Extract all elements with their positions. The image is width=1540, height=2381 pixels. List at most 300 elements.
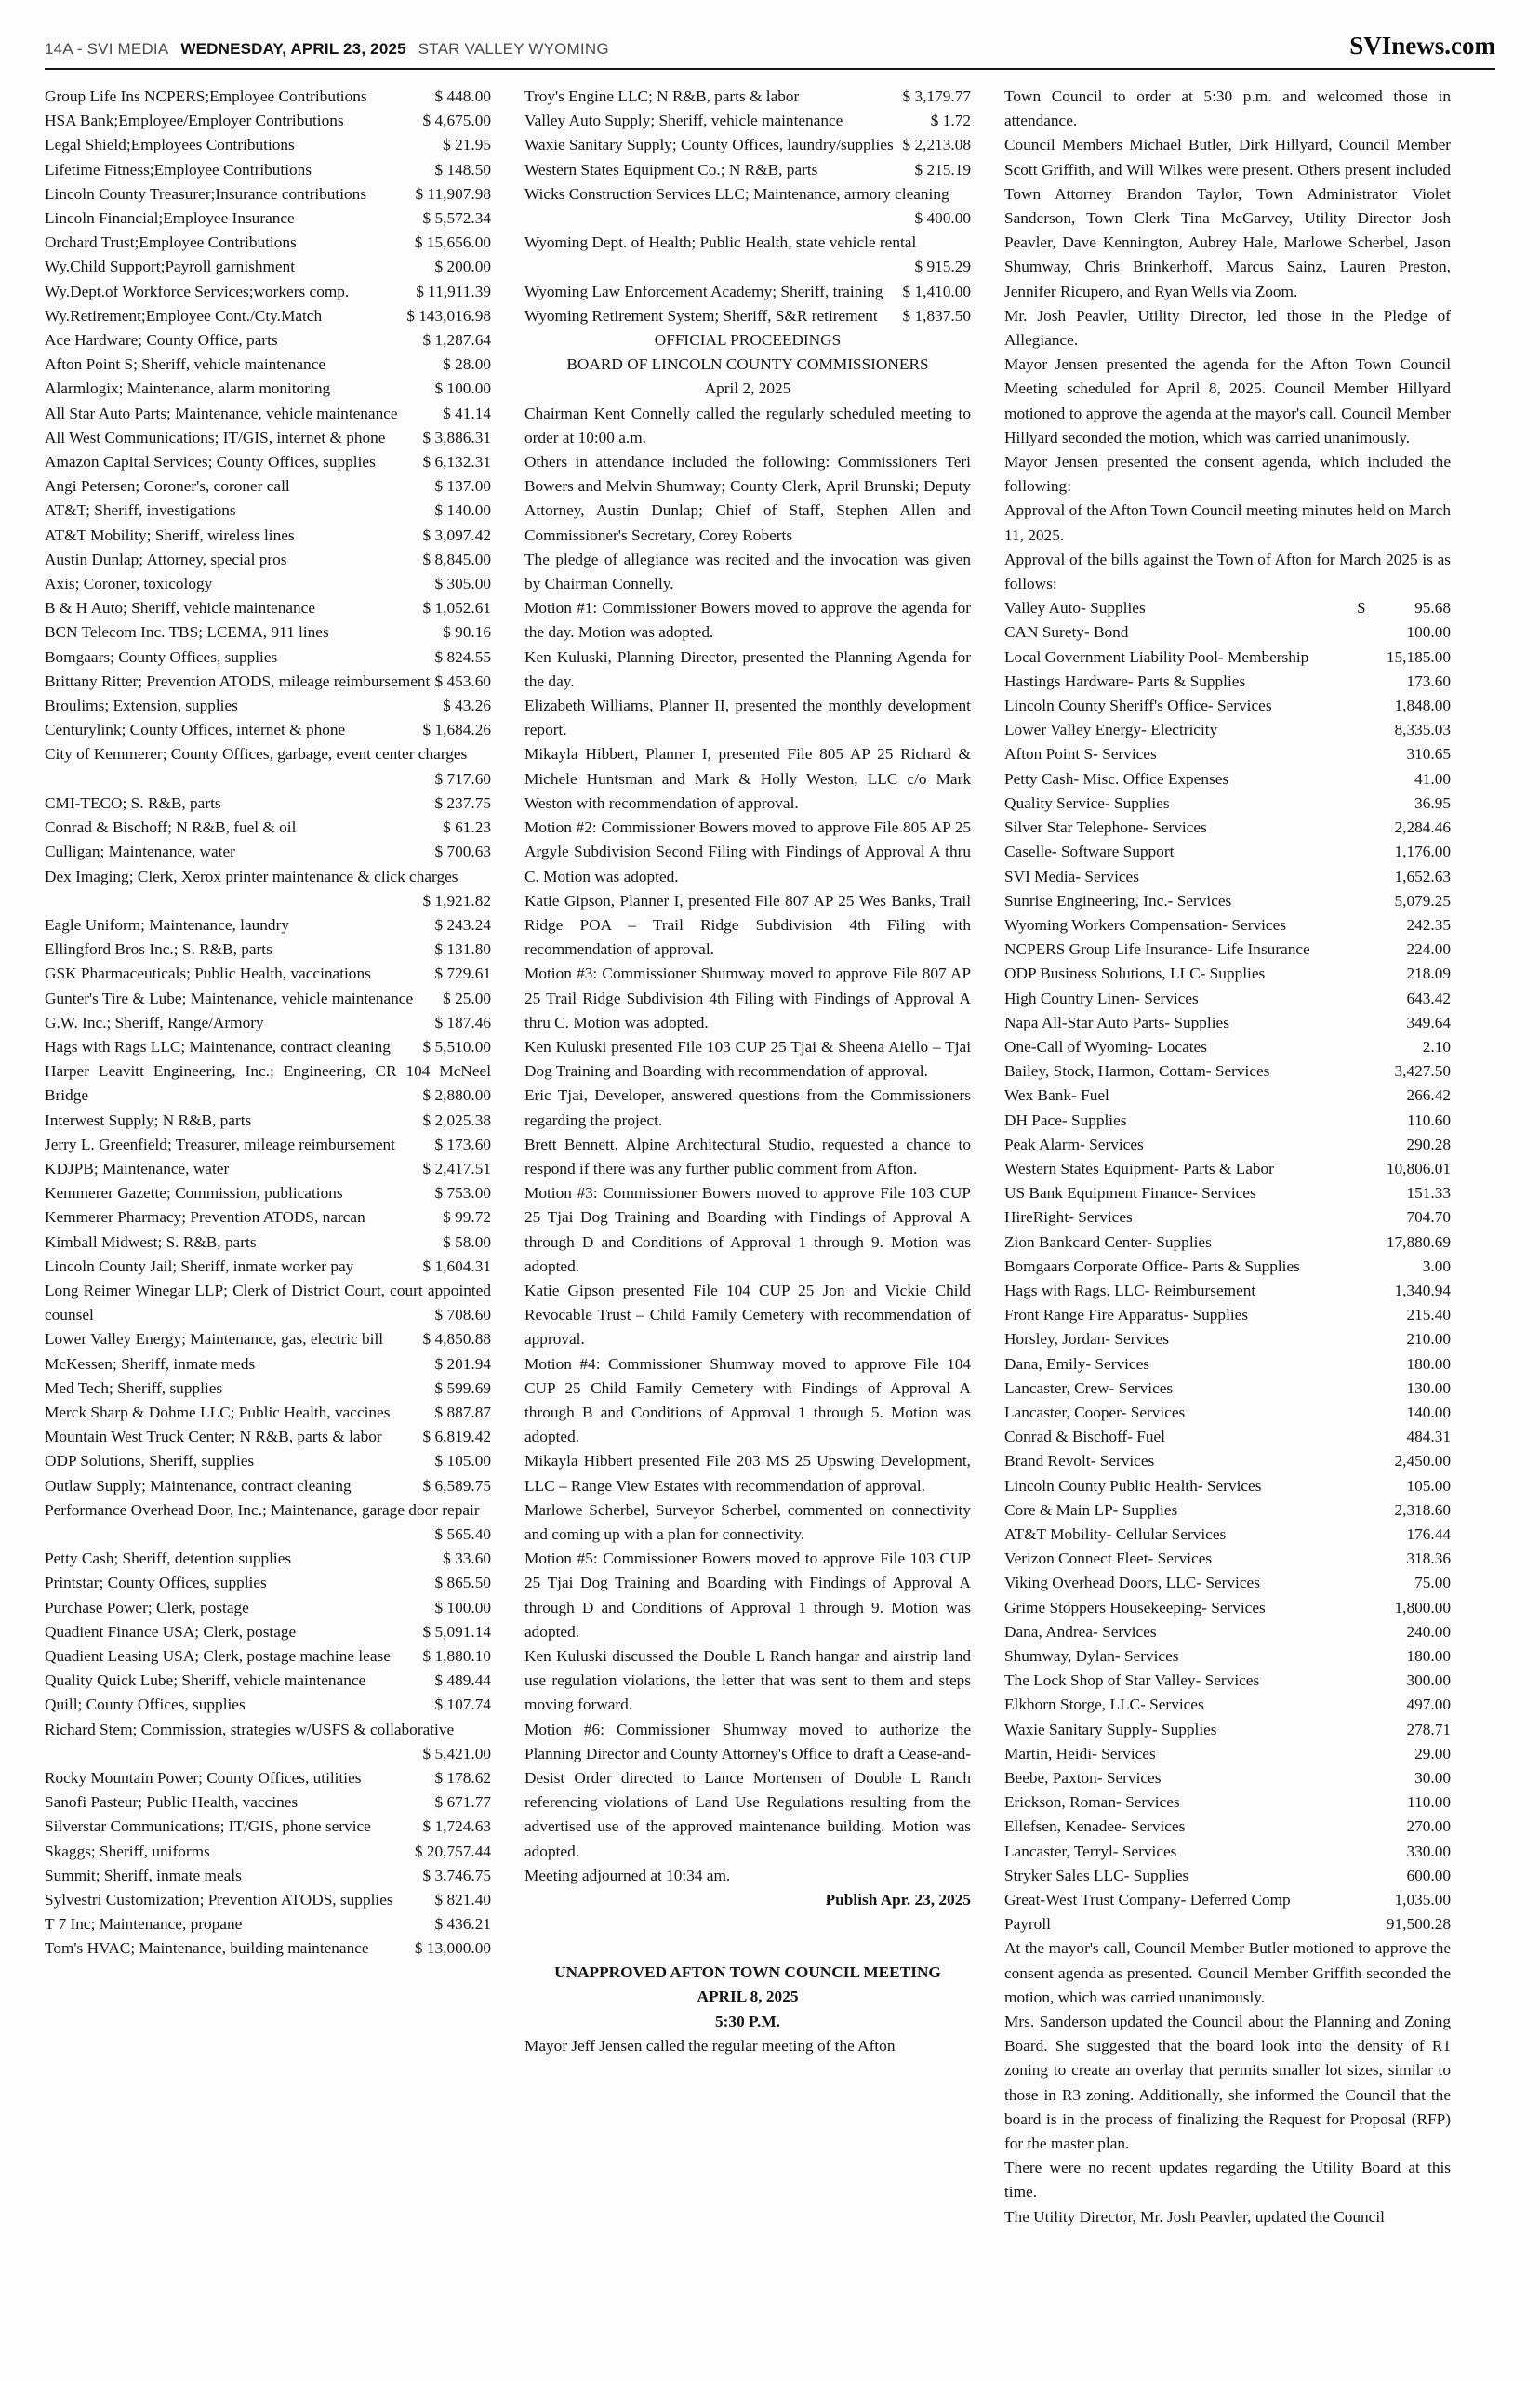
bill-amount: 29.00 [1414, 1744, 1451, 1762]
payment-description: Austin Dunlap; Attorney, special pros [45, 550, 287, 568]
payment-description: Tom's HVAC; Maintenance, building maintenance [45, 1939, 369, 1958]
payment-description: Gunter's Tire & Lube; Maintenance, vehicle maintenance [45, 989, 414, 1007]
publish-date-line: Publish Apr. 23, 2025 [825, 1891, 971, 1909]
article-paragraph: Others in attendance included the following: Commissioners Teri Bowers and Melvin Shumway; County Clerk, April Brunski; Deputy Attorney, Austin Dunlap; Chief of Staff, Stephen Allen and Commissioner's Secretary, Corey Roberts [524, 453, 971, 544]
bill-amount: 173.60 [1406, 672, 1451, 690]
payment-amount: $ 5,510.00 [422, 1037, 491, 1056]
bill-row [1004, 1425, 1451, 1449]
bill-amount: 91,500.28 [1386, 1915, 1451, 1934]
bill-payee: ODP Business Solutions, LLC- Supplies [1004, 964, 1266, 983]
bill-amount: 2,284.46 [1394, 818, 1451, 837]
masthead [45, 32, 1495, 60]
bill-row [1004, 1742, 1451, 1766]
bill-row [1004, 1620, 1451, 1644]
payment-amount: $ 43.26 [443, 697, 491, 715]
bill-row [1004, 1303, 1451, 1327]
payment-amount: $ 20,757.44 [414, 1842, 491, 1860]
payment-amount: $ 137.00 [434, 477, 491, 496]
payment-entry [524, 85, 971, 109]
payment-entry [45, 596, 491, 620]
bill-row [1004, 1912, 1451, 1936]
payment-amount: $ 865.50 [434, 1574, 491, 1592]
payment-description: Angi Petersen; Coroner's, coroner call [45, 477, 290, 496]
bill-payee: Lincoln County Public Health- Services [1004, 1476, 1262, 1495]
payment-amount: $ 140.00 [434, 501, 491, 520]
bill-payee: Western States Equipment- Parts & Labor [1004, 1159, 1274, 1177]
column-2 [524, 85, 971, 2229]
bill-payee: One-Call of Wyoming- Locates [1004, 1037, 1207, 1056]
proceedings-heading-line1: OFFICIAL PROCEEDINGS [654, 331, 842, 350]
payment-entry [45, 816, 491, 840]
payment-description: McKessen; Sheriff, inmate meds [45, 1354, 256, 1373]
bill-payee: Martin, Heidi- Services [1004, 1744, 1156, 1762]
bill-payee: Wyoming Workers Compensation- Services [1004, 915, 1286, 934]
bill-payee: The Lock Shop of Star Valley- Services [1004, 1671, 1260, 1690]
bill-row [1004, 1596, 1451, 1620]
bill-amount: 1,652.63 [1394, 867, 1451, 885]
payment-entry [45, 1718, 491, 1766]
afton-meeting-heading-line1: UNAPPROVED AFTON TOWN COUNCIL MEETING [554, 1963, 941, 1982]
payment-entry [45, 1474, 491, 1498]
article-paragraph: Katie Gipson, Planner I, presented File 807 AP 25 Wes Banks, Trail Ridge POA – Trail Ridge Subdivision 4th Filing with recommendation of approval. [524, 891, 971, 959]
bill-row [1004, 840, 1451, 864]
bill-row [1004, 816, 1451, 840]
bill-amount: 290.28 [1406, 1135, 1451, 1153]
payment-amount: $ 599.69 [434, 1378, 491, 1397]
bill-row [1004, 1840, 1451, 1864]
payment-amount: $ 5,091.14 [422, 1622, 491, 1641]
bill-payee: Waxie Sanitary Supply- Supplies [1004, 1720, 1217, 1738]
payment-entry [45, 1571, 491, 1595]
article-paragraph: Motion #3: Commissioner Shumway moved to approve File 807 AP 25 Trail Ridge Subdivision 4th Filing with Findings of Approval A thru C. Motion was adopted. [524, 964, 971, 1031]
bill-row [1004, 1157, 1451, 1181]
article-paragraph: Chairman Kent Connelly called the regularly scheduled meeting to order at 10:00 a.m. [524, 404, 971, 446]
payment-amount: $ 200.00 [434, 258, 491, 276]
bill-amount: 95.68 [1414, 599, 1451, 618]
payment-amount: $ 821.40 [434, 1891, 491, 1909]
payment-amount: $ 3,097.42 [422, 525, 491, 544]
payment-description: Ace Hardware; County Office, parts [45, 331, 278, 350]
bill-amount: 17,880.69 [1386, 1232, 1451, 1251]
bill-amount: 3,427.50 [1394, 1062, 1451, 1081]
payment-description: Kemmerer Pharmacy; Prevention ATODS, narcan [45, 1208, 365, 1227]
payment-description: Printstar; County Offices, supplies [45, 1574, 267, 1592]
payment-amount: $ 15,656.00 [414, 233, 491, 252]
article-paragraph: Motion #6: Commissioner Shumway moved to authorize the Planning Director and County Attorney's Office to draft a Cease-and-Desist Order directed to Lance Mortensen of Double L Ranch referencing violations of Land Use Regulations resulting from the advertised use of the approved maintenance building. Motion was adopted. [524, 1720, 971, 1860]
payment-description: Wyoming Dept. of Health; Public Health, state vehicle rental [524, 233, 917, 252]
payment-entry [45, 1425, 491, 1449]
article-paragraph: Mikayla Hibbert, Planner I, presented File 805 AP 25 Richard & Michele Huntsman and Mark & Holly Weston, LLC c/o Mark Weston with recommendation of approval. [524, 745, 971, 812]
payment-description: Silverstar Communications; IT/GIS, phone service [45, 1817, 371, 1836]
payment-amount: $ 25.00 [443, 989, 491, 1007]
bill-amount: 3.00 [1422, 1257, 1451, 1275]
payment-amount: $ 489.44 [434, 1671, 491, 1690]
payment-amount: $ 436.21 [434, 1915, 491, 1934]
bill-amount: 318.36 [1406, 1550, 1451, 1568]
payment-amount: $ 215.19 [914, 160, 971, 179]
payment-entry [45, 645, 491, 670]
payment-amount: $ 3,179.77 [902, 87, 971, 105]
payment-entry [45, 1011, 491, 1035]
bill-row [1004, 1864, 1451, 1888]
bill-amount: 1,035.00 [1394, 1891, 1451, 1909]
payment-entry [45, 1669, 491, 1693]
bill-row [1004, 1181, 1451, 1205]
article-paragraph: Meeting adjourned at 10:34 am. [524, 1866, 731, 1884]
bill-row [1004, 913, 1451, 938]
bill-payee: Beebe, Paxton- Services [1004, 1769, 1162, 1788]
bill-row [1004, 1523, 1451, 1547]
bill-payee: Great-West Trust Company- Deferred Comp [1004, 1891, 1291, 1909]
article-columns [45, 85, 1495, 2229]
payment-description: Hags with Rags LLC; Maintenance, contract cleaning [45, 1037, 391, 1056]
payment-description: Quadient Finance USA; Clerk, postage [45, 1622, 297, 1641]
payment-entry [45, 962, 491, 986]
payment-entry [524, 304, 971, 328]
article-paragraph: Mayor Jensen presented the agenda for the Afton Town Council Meeting scheduled for April 8, 2025. Council Member Hillyard motioned to approve the agenda at the mayor's call. Council Member Hillyard seconded the motion, which was carried unanimously. [1004, 355, 1451, 446]
payment-description: Merck Sharp & Dohme LLC; Public Health, vaccines [45, 1403, 391, 1421]
payment-entry [45, 1620, 491, 1644]
payment-amount: $ 305.00 [434, 575, 491, 593]
bill-amount: 36.95 [1414, 793, 1451, 812]
payment-description: Summit; Sheriff, inmate meals [45, 1866, 242, 1884]
bill-amount: 2.10 [1422, 1037, 1451, 1056]
payment-entry [45, 718, 491, 742]
payment-description: Axis; Coroner, toxicology [45, 575, 213, 593]
bill-amount: 2,450.00 [1394, 1452, 1451, 1470]
bill-amount: 2,318.60 [1394, 1500, 1451, 1519]
bill-amount: 310.65 [1406, 745, 1451, 764]
payment-amount: $ 148.50 [434, 160, 491, 179]
payment-amount: $ 99.72 [443, 1208, 491, 1227]
payment-amount: $ 824.55 [434, 647, 491, 666]
payment-amount: $ 178.62 [434, 1769, 491, 1788]
payment-entry [45, 742, 491, 791]
payment-description: HSA Bank;Employee/Employer Contributions [45, 112, 344, 130]
article-paragraph: Town Council to order at 5:30 p.m. and welcomed those in attendance. [1004, 87, 1451, 130]
bill-amount: 176.44 [1406, 1524, 1451, 1543]
payment-entry [45, 1840, 491, 1864]
bill-row [1004, 718, 1451, 742]
bill-amount: 1,340.94 [1394, 1281, 1451, 1299]
bill-payee: Wex Bank- Fuel [1004, 1086, 1109, 1105]
bill-payee: Lancaster, Terryl- Services [1004, 1842, 1177, 1860]
payment-description: Alarmlogix; Maintenance, alarm monitoring [45, 379, 331, 398]
payment-amount: $ 400.00 [914, 209, 971, 228]
payment-description: Kemmerer Gazette; Commission, publications [45, 1184, 343, 1203]
payment-amount: $ 3,746.75 [422, 1866, 491, 1884]
payment-entry [45, 694, 491, 718]
bill-row [1004, 1327, 1451, 1351]
payment-description: Conrad & Bischoff; N R&B, fuel & oil [45, 818, 297, 837]
payment-amount: $ 448.00 [434, 87, 491, 105]
bill-currency-symbol: $ [1357, 599, 1365, 618]
payment-amount: $ 6,589.75 [422, 1476, 491, 1495]
payment-description: Interwest Supply; N R&B, parts [45, 1111, 252, 1129]
payment-entry [45, 1790, 491, 1815]
payment-description: Afton Point S; Sheriff, vehicle maintenance [45, 355, 326, 374]
article-paragraph: Approval of the bills against the Town of Afton for March 2025 is as follows: [1004, 550, 1451, 593]
payment-amount: $ 2,880.00 [422, 1086, 491, 1105]
payment-entry [45, 1693, 491, 1717]
bill-amount: 1,800.00 [1394, 1598, 1451, 1616]
bill-row [1004, 889, 1451, 913]
bill-amount: 278.71 [1406, 1720, 1451, 1738]
payment-amount: $ 6,819.42 [422, 1428, 491, 1446]
bill-payee: Elkhorn Storge, LLC- Services [1004, 1696, 1204, 1714]
payment-entry [45, 450, 491, 474]
bill-payee: Bailey, Stock, Harmon, Cottam- Services [1004, 1062, 1270, 1081]
payment-entry [45, 1230, 491, 1255]
payment-description: Kimball Midwest; S. R&B, parts [45, 1232, 257, 1251]
bill-payee: Ellefsen, Kenadee- Services [1004, 1817, 1186, 1836]
page-number-label: 14A - SVI MEDIA [45, 40, 169, 58]
payment-description: AT&T Mobility; Sheriff, wireless lines [45, 525, 295, 544]
article-paragraph: Elizabeth Williams, Planner II, presented the monthly development report. [524, 697, 971, 739]
payment-entry [45, 1449, 491, 1473]
payment-description: Lower Valley Energy; Maintenance, gas, electric bill [45, 1330, 384, 1349]
payment-description: BCN Telecom Inc. TBS; LCEMA, 911 lines [45, 623, 329, 642]
bill-payee: Viking Overhead Doors, LLC- Services [1004, 1574, 1260, 1592]
payment-description: Sylvestri Customization; Prevention ATODS, supplies [45, 1891, 393, 1909]
bill-payee: SVI Media- Services [1004, 867, 1139, 885]
bill-row [1004, 962, 1451, 986]
bill-payee: Peak Alarm- Services [1004, 1135, 1144, 1153]
payment-entry [45, 1035, 491, 1059]
payment-entry [45, 1157, 491, 1181]
bill-amount: 224.00 [1406, 940, 1451, 959]
bill-row [1004, 645, 1451, 670]
column-3 [1004, 85, 1451, 2229]
bill-amount: 105.00 [1406, 1476, 1451, 1495]
payment-entry [45, 255, 491, 279]
bill-payee: Silver Star Telephone- Services [1004, 818, 1207, 837]
payment-entry [45, 1888, 491, 1912]
bill-amount: 704.70 [1406, 1208, 1451, 1227]
article-paragraph: At the mayor's call, Council Member Butler motioned to approve the consent agenda as presented. Council Member Griffith seconded the motion, which was carried unanimously. [1004, 1939, 1451, 2006]
payment-entry [45, 865, 491, 913]
bill-payee: Horsley, Jordan- Services [1004, 1330, 1169, 1349]
payment-description: Jerry L. Greenfield; Treasurer, mileage reimbursement [45, 1135, 395, 1153]
payment-entry [45, 158, 491, 182]
payment-entry [45, 231, 491, 255]
payment-entry [45, 426, 491, 450]
bill-row [1004, 938, 1451, 962]
payment-description: Centurylink; County Offices, internet & phone [45, 721, 346, 739]
bill-row [1004, 1571, 1451, 1595]
bill-amount: 180.00 [1406, 1354, 1451, 1373]
afton-meeting-heading-date: APRIL 8, 2025 [697, 1988, 799, 2006]
bill-payee: Front Range Fire Apparatus- Supplies [1004, 1306, 1249, 1324]
payment-description: Amazon Capital Services; County Offices, supplies [45, 453, 376, 472]
bill-row [1004, 1790, 1451, 1815]
payment-amount: $ 2,417.51 [422, 1159, 491, 1177]
bill-amount: 41.00 [1414, 769, 1451, 788]
payment-description: AT&T; Sheriff, investigations [45, 501, 236, 520]
bill-payee: High Country Linen- Services [1004, 989, 1199, 1007]
bill-amount: 75.00 [1414, 1574, 1451, 1592]
proceedings-body [524, 402, 971, 1888]
payment-description: Valley Auto Supply; Sheriff, vehicle maintenance [524, 112, 843, 130]
bill-row [1004, 791, 1451, 816]
payment-description: Quality Quick Lube; Sheriff, vehicle maintenance [45, 1671, 366, 1690]
payment-entry [524, 231, 971, 279]
bill-row [1004, 1279, 1451, 1303]
payment-entry [45, 987, 491, 1011]
bill-row [1004, 1352, 1451, 1377]
payment-entry [45, 109, 491, 133]
payment-entry [45, 1133, 491, 1157]
payment-entry [45, 1059, 491, 1108]
payment-amount: $ 107.74 [434, 1696, 491, 1714]
article-paragraph: Marlowe Scherbel, Surveyor Scherbel, commented on connectivity and coming up with a plan for connectivity. [524, 1500, 971, 1543]
bill-amount: 242.35 [1406, 915, 1451, 934]
bill-row [1004, 1815, 1451, 1839]
payment-description: Lincoln County Treasurer;Insurance contributions [45, 184, 367, 203]
payment-entry [45, 1377, 491, 1401]
payment-description: Med Tech; Sheriff, supplies [45, 1378, 223, 1397]
payment-description: Quill; County Offices, supplies [45, 1696, 246, 1714]
bill-payee: Local Government Liability Pool- Membership [1004, 647, 1309, 666]
bill-amount: 349.64 [1406, 1013, 1451, 1031]
article-paragraph: Motion #5: Commissioner Bowers moved to approve File 103 CUP 25 Tjai Dog Training and Boarding with Findings of Approval A through D and Conditions of Approval 1 through 9. Motion was adopted. [524, 1550, 971, 1641]
payment-amount: $ 1,604.31 [422, 1257, 491, 1275]
payment-description: Culligan; Maintenance, water [45, 843, 235, 861]
bill-payee: Quality Service- Supplies [1004, 793, 1170, 812]
payment-entry [45, 670, 491, 694]
article-paragraph: Ken Kuluski discussed the Double L Ranch hangar and airstrip land use regulation violations, the letter that was sent to them and steps moving forward. [524, 1647, 971, 1714]
payment-entry [45, 1596, 491, 1620]
payment-entry [45, 1644, 491, 1669]
payment-amount: $ 143,016.98 [406, 306, 491, 325]
bill-payee: Lancaster, Crew- Services [1004, 1378, 1174, 1397]
bill-payee: Brand Revolt- Services [1004, 1452, 1155, 1470]
bill-payee: Hags with Rags, LLC- Reimbursement [1004, 1281, 1256, 1299]
bill-payee: HireRight- Services [1004, 1208, 1133, 1227]
payment-description: Brittany Ritter; Prevention ATODS, mileage reimbursement [45, 672, 431, 690]
payment-amount: $ 2,213.08 [902, 136, 971, 154]
bill-payee: Lower Valley Energy- Electricity [1004, 721, 1218, 739]
payment-amount: $ 21.95 [443, 136, 491, 154]
bill-amount: 130.00 [1406, 1378, 1451, 1397]
payment-entry [45, 352, 491, 377]
article-paragraph: Katie Gipson presented File 104 CUP 25 Jon and Vickie Child Revocable Trust – Child Family Cemetery with recommendation of approval. [524, 1281, 971, 1349]
bill-payee: Zion Bankcard Center- Supplies [1004, 1232, 1212, 1251]
bill-payee: Dana, Andrea- Services [1004, 1622, 1157, 1641]
bill-payee: Valley Auto- Supplies [1004, 599, 1146, 618]
payment-amount: $ 33.60 [443, 1550, 491, 1568]
bill-amount: 600.00 [1406, 1866, 1451, 1884]
bill-payee: Dana, Emily- Services [1004, 1354, 1149, 1373]
payment-entry [45, 402, 491, 426]
payment-description: Ellingford Bros Inc.; S. R&B, parts [45, 940, 272, 959]
payment-amount: $ 131.80 [434, 940, 491, 959]
payment-description: G.W. Inc.; Sheriff, Range/Armory [45, 1013, 264, 1031]
payment-entry [45, 1766, 491, 1790]
bill-payee: CAN Surety- Bond [1004, 623, 1129, 642]
payment-entry [45, 474, 491, 499]
payment-amount: $ 1.72 [930, 112, 971, 130]
bill-row [1004, 1474, 1451, 1498]
bill-amount: 151.33 [1406, 1184, 1451, 1203]
bill-row [1004, 1718, 1451, 1742]
payment-description: Bomgaars; County Offices, supplies [45, 647, 278, 666]
payment-description: GSK Pharmaceuticals; Public Health, vaccinations [45, 964, 371, 983]
bill-payee: NCPERS Group Life Insurance- Life Insurance [1004, 940, 1310, 959]
payment-entry [45, 304, 491, 328]
payment-entry [45, 1279, 491, 1327]
bill-amount: 110.60 [1407, 1111, 1451, 1129]
payment-description: Wy.Child Support;Payroll garnishment [45, 258, 296, 276]
payment-amount: $ 3,886.31 [422, 428, 491, 446]
payment-description: Broulims; Extension, supplies [45, 697, 238, 715]
bill-amount: 643.42 [1406, 989, 1451, 1007]
bill-payee: Petty Cash- Misc. Office Expenses [1004, 769, 1229, 788]
payment-description: Sanofi Pasteur; Public Health, vaccines [45, 1793, 299, 1812]
payment-description: Richard Stem; Commission, strategies w/USFS & collaborative [45, 1720, 455, 1738]
bill-payee: Erickson, Roman- Services [1004, 1793, 1180, 1812]
masthead-divider [45, 68, 1495, 70]
bill-row [1004, 1644, 1451, 1669]
payment-description: B & H Auto; Sheriff, vehicle maintenance [45, 599, 315, 618]
payment-amount: $ 887.87 [434, 1403, 491, 1421]
payment-description: All Star Auto Parts; Maintenance, vehicle maintenance [45, 404, 398, 422]
article-paragraph: Brett Bennett, Alpine Architectural Studio, requested a chance to respond if there was any further public comment from Afton. [524, 1135, 971, 1177]
payment-amount: $ 1,410.00 [902, 282, 971, 300]
payment-amount: $ 100.00 [434, 379, 491, 398]
bill-amount: 10,806.01 [1386, 1159, 1451, 1177]
payment-description: Wyoming Law Enforcement Academy; Sheriff, training [524, 282, 883, 300]
bill-amount: 180.00 [1406, 1647, 1451, 1665]
bill-amount: 497.00 [1406, 1696, 1451, 1714]
payment-description: Rocky Mountain Power; County Offices, utilities [45, 1769, 362, 1788]
payment-amount: $ 61.23 [443, 818, 491, 837]
payment-description: Wyoming Retirement System; Sheriff, S&R retirement [524, 306, 878, 325]
payment-description: Performance Overhead Door, Inc.; Maintenance, garage door repair [45, 1500, 480, 1519]
payment-description: Troy's Engine LLC; N R&B, parts & labor [524, 87, 800, 105]
bill-row [1004, 1255, 1451, 1279]
payment-entry [45, 328, 491, 352]
bill-payee: AT&T Mobility- Cellular Services [1004, 1524, 1227, 1543]
bill-row [1004, 1230, 1451, 1255]
payment-amount: $ 58.00 [443, 1232, 491, 1251]
payment-entry [524, 109, 971, 133]
payment-entry [45, 1109, 491, 1133]
payment-amount: $ 1,287.64 [422, 331, 491, 350]
payment-entry [524, 280, 971, 304]
bill-amount: 215.40 [1406, 1306, 1451, 1324]
bill-row [1004, 694, 1451, 718]
payment-amount: $ 11,907.98 [415, 184, 491, 203]
payment-amount: $ 5,572.34 [422, 209, 491, 228]
payment-entry [45, 913, 491, 938]
payment-amount: $ 8,845.00 [422, 550, 491, 568]
bill-payee: Stryker Sales LLC- Supplies [1004, 1866, 1189, 1884]
bill-amount: 30.00 [1414, 1769, 1451, 1788]
article-paragraph: Mr. Josh Peavler, Utility Director, led those in the Pledge of Allegiance. [1004, 306, 1451, 350]
payment-amount: $ 13,000.00 [414, 1939, 491, 1958]
bill-row [1004, 1133, 1451, 1157]
bill-row [1004, 1059, 1451, 1084]
bill-payee: Shumway, Dylan- Services [1004, 1647, 1179, 1665]
masthead-site-name: SVInews.com [1349, 32, 1495, 60]
payment-amount: $ 187.46 [434, 1013, 491, 1031]
bill-row [1004, 1377, 1451, 1401]
bill-row [1004, 1498, 1451, 1523]
bill-row [1004, 1547, 1451, 1571]
bill-amount: 100.00 [1406, 623, 1451, 642]
payment-description: Harper Leavitt Engineering, Inc.; Engineering, CR 104 McNeel Bridge [45, 1062, 491, 1105]
